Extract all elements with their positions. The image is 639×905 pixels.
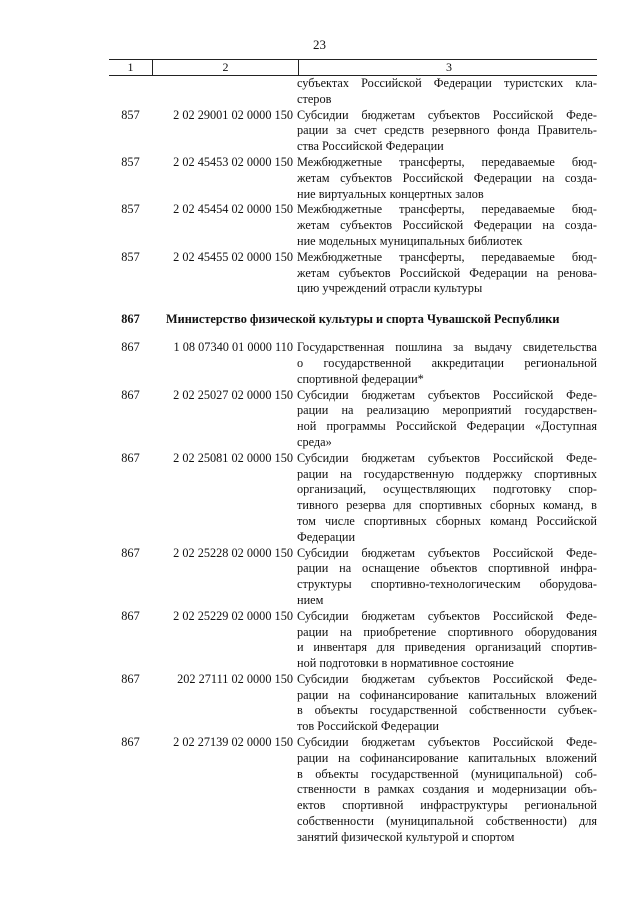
description-line: ной подготовки в нормативное состояние <box>297 656 514 671</box>
admin-code-cell: 857 <box>121 154 140 169</box>
description-cell <box>297 609 597 672</box>
description-cell <box>297 546 597 609</box>
table-row <box>109 155 597 202</box>
table-row <box>109 451 597 546</box>
description-cell <box>297 155 597 202</box>
description-line: цию учреждений отрасли культуры <box>297 281 483 296</box>
description-line: Межбюджетные трансферты, передаваемые бюд- <box>297 249 597 264</box>
admin-code-cell: 857 <box>121 249 140 264</box>
description-line: тов Российской Федерации <box>297 719 439 734</box>
admin-code-cell: 867 <box>121 735 140 750</box>
description-cell <box>297 108 597 155</box>
description-line: и инвентаря для приведения организаций спортив- <box>297 640 597 655</box>
revenue-code-cell: 202 27111 02 0000 150 <box>177 671 293 686</box>
description-line: среда» <box>297 434 332 449</box>
table-row <box>109 735 597 846</box>
description-line: рации на оснащение объектов спортивной инфра- <box>297 561 597 576</box>
rows-after-section <box>109 340 597 846</box>
description-line: ства Российской Федерации <box>297 139 444 154</box>
header-col-2: 2 <box>152 60 298 75</box>
description-line: Субсидии бюджетам субъектов Российской Феде- <box>297 107 597 122</box>
rows-before-section <box>109 76 597 297</box>
admin-code-cell: 867 <box>121 608 140 623</box>
description-cell <box>297 202 597 249</box>
description-cell <box>297 451 597 546</box>
table-row <box>109 202 597 249</box>
description-line: собственности (муниципальной собственности) для <box>297 814 597 829</box>
description-line: жетам субъектов Российской Федерации на созда- <box>297 218 597 233</box>
table-row <box>109 108 597 155</box>
page-number: 23 <box>313 37 326 52</box>
description-line: рации на реализацию мероприятий государствен- <box>297 403 597 418</box>
description-line: тивного резерва для спортивных сборных команд, в <box>297 498 597 513</box>
table-row <box>109 609 597 672</box>
admin-code-cell: 867 <box>121 387 140 402</box>
description-line: рации на софинансирование капитальных вложений <box>297 750 597 765</box>
header-col-1: 1 <box>127 60 134 74</box>
table-row <box>109 340 597 387</box>
description-line: Субсидии бюджетам субъектов Российской Феде- <box>297 608 597 623</box>
description-line: жетам субъектов Российской Федерации на созда- <box>297 170 597 185</box>
admin-code-cell: 867 <box>121 340 140 355</box>
description-line: нием <box>297 592 324 607</box>
admin-code-cell: 857 <box>121 107 140 122</box>
description-line: рации на софинансирование капитальных вложений <box>297 687 597 702</box>
description-line: Субсидии бюджетам субъектов Российской Феде- <box>297 735 597 750</box>
revenue-code-cell: 2 02 25027 02 0000 150 <box>173 387 293 402</box>
description-line: о государственной аккредитации региональной <box>297 355 597 370</box>
description-line: ной программы Российской Федерации «Доступная <box>297 419 597 434</box>
description-cell <box>297 250 597 297</box>
revenue-codes-table <box>109 59 597 846</box>
revenue-code-cell: 2 02 25229 02 0000 150 <box>173 608 293 623</box>
description-line: структуры спортивно-технологическим оборудова- <box>297 577 597 592</box>
description-line: рации на приобретение спортивного оборудования <box>297 624 597 639</box>
admin-code-cell: 867 <box>121 450 140 465</box>
description-cell <box>297 735 597 846</box>
revenue-code-cell: 2 02 45453 02 0000 150 <box>173 154 293 169</box>
description-line: стеров <box>297 91 332 106</box>
description-line: организаций, осуществляющих подготовку спор- <box>297 482 597 497</box>
revenue-code-cell: 2 02 45455 02 0000 150 <box>173 249 293 264</box>
revenue-code-cell: 2 02 45454 02 0000 150 <box>173 202 293 217</box>
section-admin-code: 867 <box>121 312 140 327</box>
revenue-code-cell: 2 02 25081 02 0000 150 <box>173 450 293 465</box>
description-line: жетам субъектов Российской Федерации на ренова- <box>297 265 597 280</box>
description-line: ние модельных муниципальных библиотек <box>297 233 523 248</box>
description-line: ектов спортивной инфраструктуры региональной <box>297 798 597 813</box>
description-line: том числе спортивных сборных команд Российской <box>297 513 597 528</box>
revenue-code-cell <box>152 76 297 108</box>
table-header <box>109 59 597 76</box>
description-line: Межбюджетные трансферты, передаваемые бюд- <box>297 202 597 217</box>
admin-code-cell <box>109 76 152 108</box>
description-line: Межбюджетные трансферты, передаваемые бюд- <box>297 154 597 169</box>
table-row <box>109 672 597 735</box>
description-line: Федерации <box>297 529 356 544</box>
table-row <box>109 388 597 451</box>
description-line: спортивной федерации* <box>297 371 424 386</box>
table-row <box>109 546 597 609</box>
table-row <box>109 76 597 108</box>
revenue-code-cell: 2 02 29001 02 0000 150 <box>173 107 293 122</box>
description-line: в объекты государственной (муниципальной) соб- <box>297 766 597 781</box>
admin-code-cell: 857 <box>121 202 140 217</box>
description-cell <box>297 76 597 108</box>
description-line: субъектах Российской Федерации туристских кла- <box>297 76 597 90</box>
ministry-section-heading <box>109 311 597 327</box>
section-title: Министерство физической культуры и спорта Чувашской Республики <box>166 312 560 327</box>
description-line: в объекты государственной собственности субъек- <box>297 703 597 718</box>
admin-code-cell: 867 <box>121 545 140 560</box>
description-line: рации за счет средств резервного фонда Правитель- <box>297 123 597 138</box>
description-line: ние виртуальных концертных залов <box>297 186 484 201</box>
header-col-3: 3 <box>298 60 599 75</box>
description-line: занятий физической культурой и спортом <box>297 829 515 844</box>
description-cell <box>297 388 597 451</box>
description-line: Субсидии бюджетам субъектов Российской Феде- <box>297 387 597 402</box>
table-row <box>109 250 597 297</box>
description-line: Субсидии бюджетам субъектов Российской Феде- <box>297 545 597 560</box>
description-line: рации на государственную поддержку спортивных <box>297 466 597 481</box>
description-line: Субсидии бюджетам субъектов Российской Феде- <box>297 671 597 686</box>
revenue-code-cell: 2 02 27139 02 0000 150 <box>173 735 293 750</box>
description-line: ственности в рамках создания и модернизации объ- <box>297 782 597 797</box>
description-cell <box>297 672 597 735</box>
description-line: Государственная пошлина за выдачу свидетельства <box>297 340 597 355</box>
admin-code-cell: 867 <box>121 671 140 686</box>
description-cell <box>297 340 597 387</box>
revenue-code-cell: 1 08 07340 01 0000 110 <box>173 340 293 355</box>
description-line: Субсидии бюджетам субъектов Российской Феде- <box>297 450 597 465</box>
revenue-code-cell: 2 02 25228 02 0000 150 <box>173 545 293 560</box>
